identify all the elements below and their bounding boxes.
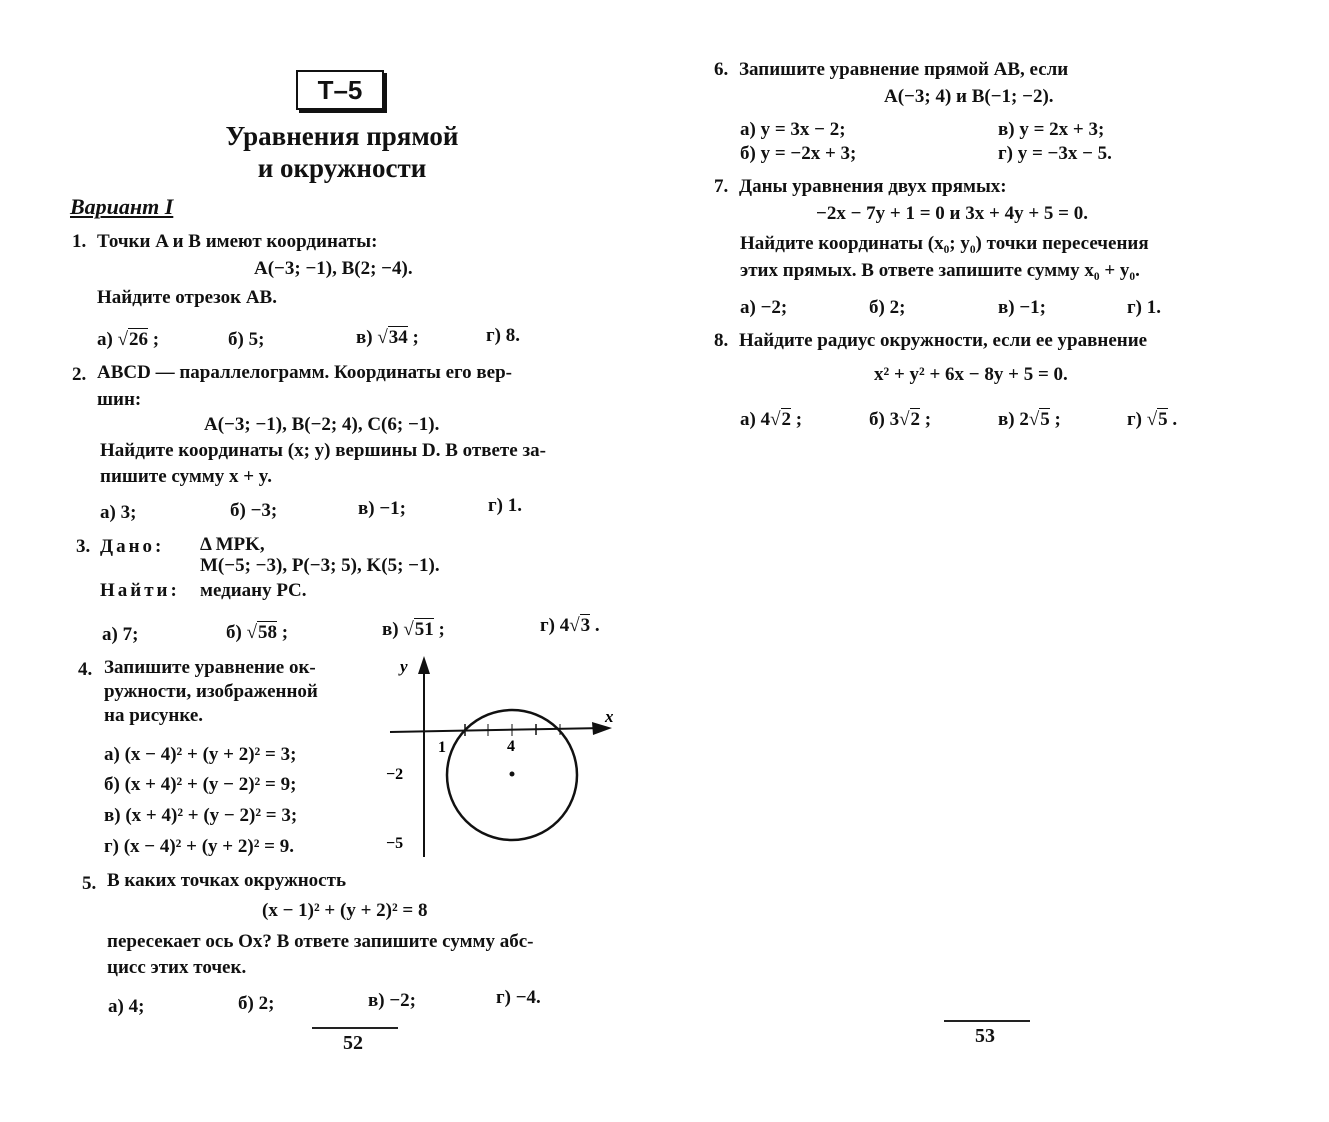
q7-option-b: б) 2;	[869, 297, 906, 318]
q5-option-b: б) 2;	[238, 993, 275, 1014]
q8-number: 8.	[714, 330, 729, 351]
q1-option-a: а) √26 ;	[97, 329, 160, 350]
page-rule-left	[312, 1027, 398, 1029]
q5-equation: (x − 1)² + (y + 2)² = 8	[262, 900, 428, 921]
q3-given-label: Дано:	[100, 536, 165, 557]
q2-option-b: б) −3;	[230, 500, 278, 521]
q5-option-c: в) −2;	[368, 990, 416, 1011]
q1-number: 1.	[72, 231, 87, 252]
q3-option-a: а) 7;	[102, 624, 139, 645]
q5-number: 5.	[82, 873, 97, 894]
q3-given-triangle: Δ MPK,	[200, 534, 265, 555]
q1-task: Найдите отрезок AB.	[97, 287, 277, 308]
q5-line-3: цисс этих точек.	[107, 957, 247, 978]
q6-option-a: а) y = 3x − 2;	[740, 119, 846, 140]
q7-line-2: этих прямых. В ответе запишите сумму x₀ + y₀.	[740, 260, 1140, 281]
q8-option-b: б) 3√2 ;	[869, 409, 932, 430]
q5-option-d: г) −4.	[496, 987, 541, 1008]
tick-label-minus-5: −5	[386, 835, 404, 852]
q5-line-1: В каких точках окружность	[107, 870, 346, 891]
title-line-1: Уравнения прямой	[225, 121, 459, 151]
q4-option-a: а) (x − 4)² + (y + 2)² = 3;	[104, 744, 297, 765]
q8-equation: x² + y² + 6x − 8y + 5 = 0.	[874, 364, 1068, 385]
q5-option-a: а) 4;	[108, 996, 145, 1017]
q3-find-text: медиану PC.	[200, 580, 307, 601]
q6-option-b: б) y = −2x + 3;	[740, 143, 857, 164]
q4-number: 4.	[78, 659, 93, 680]
q4-option-d: г) (x − 4)² + (y + 2)² = 9.	[104, 836, 294, 857]
q4-option-b: б) (x + 4)² + (y − 2)² = 9;	[104, 774, 297, 795]
q1-option-c: в) √34 ;	[356, 327, 419, 348]
q3-number: 3.	[76, 536, 91, 557]
tick-label-minus-2: −2	[386, 766, 404, 783]
circle-figure	[380, 652, 625, 867]
test-badge: Т–5	[296, 70, 384, 110]
q2-line-1: ABCD — параллелограмм. Координаты его вер-	[97, 362, 513, 383]
q1-coords: A(−3; −1), B(2; −4).	[254, 258, 413, 279]
q8-option-a: а) 4√2 ;	[740, 409, 803, 430]
q7-equations: −2x − 7y + 1 = 0 и 3x + 4y + 5 = 0.	[816, 203, 1088, 224]
q2-option-d: г) 1.	[488, 495, 522, 516]
right-page	[664, 0, 1329, 1122]
circle-center	[510, 772, 515, 777]
q8-text: Найдите радиус окружности, если ее уравнение	[739, 330, 1148, 351]
q2-line-4: пишите сумму x + y.	[100, 466, 272, 487]
q3-option-c: в) √51 ;	[382, 619, 445, 640]
tick-label-1: 1	[438, 739, 446, 756]
q6-option-d: г) y = −3x − 5.	[998, 143, 1112, 164]
q1-option-b: б) 5;	[228, 329, 265, 350]
q2-option-a: а) 3;	[100, 502, 137, 523]
q7-option-c: в) −1;	[998, 297, 1046, 318]
q7-option-a: а) −2;	[740, 297, 788, 318]
q4-line-3: на рисунке.	[104, 705, 203, 726]
page-number-left: 52	[343, 1032, 363, 1054]
q3-option-d: г) 4√3 .	[540, 615, 600, 636]
page-number-right: 53	[975, 1025, 995, 1047]
q8-option-c: в) 2√5 ;	[998, 409, 1061, 430]
q7-line-1: Найдите координаты (x₀; y₀) точки пересечения	[740, 233, 1149, 254]
y-axis-arrow	[418, 656, 430, 674]
title-line-2: и окружности	[257, 153, 427, 183]
q6-coords: A(−3; 4) и B(−1; −2).	[884, 86, 1054, 107]
q6-number: 6.	[714, 59, 729, 80]
q7-number: 7.	[714, 176, 729, 197]
q8-option-d: г) √5 .	[1127, 409, 1178, 430]
left-page	[0, 0, 664, 1122]
q2-line-2: шин:	[97, 389, 142, 410]
q7-option-d: г) 1.	[1127, 297, 1161, 318]
q1-option-d: г) 8.	[486, 325, 520, 346]
q7-text: Даны уравнения двух прямых:	[739, 176, 1007, 197]
tick-label-4: 4	[507, 738, 515, 755]
q6-option-c: в) y = 2x + 3;	[998, 119, 1105, 140]
q2-coords: A(−3; −1), B(−2; 4), C(6; −1).	[204, 414, 440, 435]
page-rule-right	[944, 1020, 1030, 1022]
q2-option-c: в) −1;	[358, 498, 406, 519]
q6-text: Запишите уравнение прямой AB, если	[739, 59, 1069, 80]
x-axis	[390, 728, 605, 732]
q5-line-2: пересекает ось Ox? В ответе запишите сумму абс-	[107, 931, 534, 952]
q2-number: 2.	[72, 364, 87, 385]
q3-option-b: б) √58 ;	[226, 622, 289, 643]
q1-text: Точки A и B имеют координаты:	[97, 231, 378, 252]
q4-line-2: ружности, изображенной	[104, 681, 318, 702]
y-axis-label: y	[400, 657, 408, 676]
q4-option-c: в) (x + 4)² + (y − 2)² = 3;	[104, 805, 298, 826]
x-axis-label: x	[605, 707, 614, 726]
q4-line-1: Запишите уравнение ок-	[104, 657, 316, 678]
q2-line-3: Найдите координаты (x; y) вершины D. В ответе за-	[100, 440, 546, 461]
q3-find-label: Найти:	[100, 580, 180, 601]
variant-heading: Вариант I	[70, 194, 174, 219]
q3-given-points: M(−5; −3), P(−3; 5), K(5; −1).	[200, 555, 440, 576]
